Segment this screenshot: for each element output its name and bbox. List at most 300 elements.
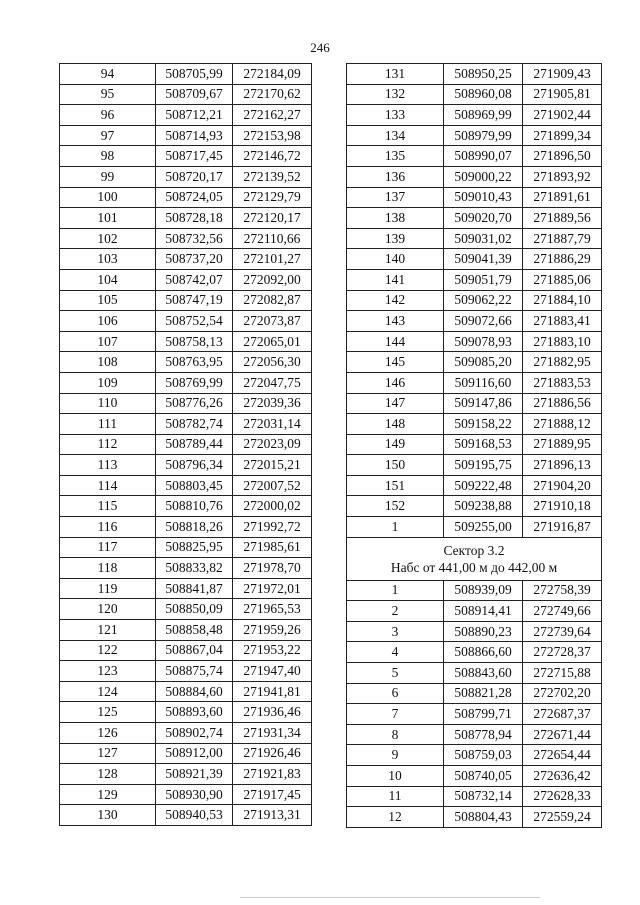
x-coordinate-cell: 508940,53 [156,805,233,826]
point-number-cell: 133 [347,105,444,126]
point-number-cell: 98 [60,146,156,167]
table-row [347,580,602,601]
table-row [60,393,312,414]
table-row [60,187,312,208]
left-table-body [60,64,312,826]
point-number-cell: 117 [60,537,156,558]
x-coordinate-cell: 509031,02 [444,228,523,249]
x-coordinate-cell: 508732,56 [156,228,233,249]
x-coordinate-cell: 508893,60 [156,702,233,723]
point-number-cell: 125 [60,702,156,723]
point-number-cell: 114 [60,475,156,496]
table-row [347,311,602,332]
point-number-cell: 100 [60,187,156,208]
x-coordinate-cell: 509051,79 [444,269,523,290]
y-coordinate-cell: 271902,44 [523,105,602,126]
x-coordinate-cell: 509116,60 [444,372,523,393]
table-row [60,105,312,126]
point-number-cell: 109 [60,372,156,393]
y-coordinate-cell: 271891,61 [523,187,602,208]
point-number-cell: 107 [60,331,156,352]
x-coordinate-cell: 508778,94 [444,724,523,745]
point-number-cell: 130 [60,805,156,826]
page-number: 246 [310,40,330,55]
x-coordinate-cell: 508884,60 [156,681,233,702]
x-coordinate-cell: 508850,09 [156,599,233,620]
y-coordinate-cell: 271883,10 [523,331,602,352]
y-coordinate-cell: 271931,34 [233,723,312,744]
table-row [60,517,312,538]
table-row [60,764,312,785]
x-coordinate-cell: 508782,74 [156,414,233,435]
table-row [60,269,312,290]
point-number-cell: 124 [60,681,156,702]
point-number-cell: 113 [60,455,156,476]
point-number-cell: 129 [60,784,156,805]
y-coordinate-cell: 271888,12 [523,414,602,435]
x-coordinate-cell: 508799,71 [444,704,523,725]
point-number-cell: 151 [347,475,444,496]
y-coordinate-cell: 272110,66 [233,228,312,249]
table-row [347,745,602,766]
x-coordinate-cell: 508789,44 [156,434,233,455]
point-number-cell: 122 [60,640,156,661]
right-table-body-bottom [347,580,602,827]
point-number-cell: 4 [347,642,444,663]
point-number-cell: 134 [347,125,444,146]
y-coordinate-cell: 272162,27 [233,105,312,126]
x-coordinate-cell: 508825,95 [156,537,233,558]
x-coordinate-cell: 508912,00 [156,743,233,764]
x-coordinate-cell: 509168,53 [444,434,523,455]
y-coordinate-cell: 272559,24 [523,807,602,828]
point-number-cell: 6 [347,683,444,704]
point-number-cell: 123 [60,661,156,682]
x-coordinate-cell: 509085,20 [444,352,523,373]
point-number-cell: 150 [347,455,444,476]
x-coordinate-cell: 508728,18 [156,208,233,229]
y-coordinate-cell: 272739,64 [523,621,602,642]
table-row [60,578,312,599]
y-coordinate-cell: 271916,87 [523,517,602,538]
x-coordinate-cell: 508776,26 [156,393,233,414]
y-coordinate-cell: 271921,83 [233,764,312,785]
x-coordinate-cell: 509078,93 [444,331,523,352]
table-row [60,640,312,661]
x-coordinate-cell: 509062,22 [444,290,523,311]
table-row [60,661,312,682]
coordinates-table-right [346,63,602,828]
x-coordinate-cell: 508990,07 [444,146,523,167]
point-number-cell: 110 [60,393,156,414]
x-coordinate-cell: 508758,13 [156,331,233,352]
point-number-cell: 3 [347,621,444,642]
y-coordinate-cell: 271883,41 [523,311,602,332]
y-coordinate-cell: 272065,01 [233,331,312,352]
point-number-cell: 112 [60,434,156,455]
y-coordinate-cell: 272023,09 [233,434,312,455]
y-coordinate-cell: 271889,95 [523,434,602,455]
y-coordinate-cell: 272031,14 [233,414,312,435]
table-row [347,807,602,828]
x-coordinate-cell: 508969,99 [444,105,523,126]
point-number-cell: 111 [60,414,156,435]
x-coordinate-cell: 508890,23 [444,621,523,642]
y-coordinate-cell: 271883,53 [523,372,602,393]
point-number-cell: 5 [347,663,444,684]
point-number-cell: 102 [60,228,156,249]
x-coordinate-cell: 509158,22 [444,414,523,435]
x-coordinate-cell: 508833,82 [156,558,233,579]
x-coordinate-cell: 509010,43 [444,187,523,208]
x-coordinate-cell: 508714,93 [156,125,233,146]
point-number-cell: 140 [347,249,444,270]
y-coordinate-cell: 271953,22 [233,640,312,661]
point-number-cell: 120 [60,599,156,620]
table-row [60,558,312,579]
y-coordinate-cell: 271910,18 [523,496,602,517]
table-row [60,414,312,435]
x-coordinate-cell: 508810,76 [156,496,233,517]
point-number-cell: 10 [347,766,444,787]
y-coordinate-cell: 271889,56 [523,208,602,229]
x-coordinate-cell: 508796,34 [156,455,233,476]
point-number-cell: 7 [347,704,444,725]
table-row [347,517,602,538]
y-coordinate-cell: 271885,06 [523,269,602,290]
point-number-cell: 106 [60,311,156,332]
x-coordinate-cell: 509041,39 [444,249,523,270]
x-coordinate-cell: 509255,00 [444,517,523,538]
x-coordinate-cell: 508858,48 [156,620,233,641]
table-row [347,455,602,476]
table-row [347,601,602,622]
table-row [60,434,312,455]
table-row [347,434,602,455]
table-row [60,702,312,723]
x-coordinate-cell: 508769,99 [156,372,233,393]
point-number-cell: 146 [347,372,444,393]
y-coordinate-cell: 271985,61 [233,537,312,558]
x-coordinate-cell: 508747,19 [156,290,233,311]
y-coordinate-cell: 272039,36 [233,393,312,414]
y-coordinate-cell: 271887,79 [523,228,602,249]
x-coordinate-cell: 508724,05 [156,187,233,208]
point-number-cell: 126 [60,723,156,744]
x-coordinate-cell: 509222,48 [444,475,523,496]
x-coordinate-cell: 508740,05 [444,766,523,787]
y-coordinate-cell: 271905,81 [523,84,602,105]
table-row [60,84,312,105]
table-row [347,125,602,146]
table-row [347,84,602,105]
table-row [347,290,602,311]
x-coordinate-cell: 508950,25 [444,64,523,85]
table-row [347,105,602,126]
x-coordinate-cell: 509020,70 [444,208,523,229]
x-coordinate-cell: 508875,74 [156,661,233,682]
y-coordinate-cell: 272728,37 [523,642,602,663]
table-row [347,475,602,496]
point-number-cell: 12 [347,807,444,828]
y-coordinate-cell: 272702,20 [523,683,602,704]
point-number-cell: 118 [60,558,156,579]
y-coordinate-cell: 271972,01 [233,578,312,599]
y-coordinate-cell: 272101,27 [233,249,312,270]
point-number-cell: 148 [347,414,444,435]
point-number-cell: 96 [60,105,156,126]
point-number-cell: 108 [60,352,156,373]
table-row [60,743,312,764]
point-number-cell: 119 [60,578,156,599]
x-coordinate-cell: 508818,26 [156,517,233,538]
y-coordinate-cell: 271882,95 [523,352,602,373]
point-number-cell: 138 [347,208,444,229]
table-row [347,208,602,229]
y-coordinate-cell: 271904,20 [523,475,602,496]
table-row [347,786,602,807]
table-row [60,723,312,744]
table-row [347,249,602,270]
y-coordinate-cell: 271886,29 [523,249,602,270]
table-row [60,64,312,85]
point-number-cell: 131 [347,64,444,85]
point-number-cell: 144 [347,331,444,352]
table-row [347,228,602,249]
sector-header-row [347,537,602,580]
table-row [60,125,312,146]
y-coordinate-cell: 272139,52 [233,166,312,187]
point-number-cell: 121 [60,620,156,641]
point-number-cell: 147 [347,393,444,414]
point-number-cell: 143 [347,311,444,332]
y-coordinate-cell: 271884,10 [523,290,602,311]
table-row [347,496,602,517]
table-row [347,187,602,208]
point-number-cell: 8 [347,724,444,745]
point-number-cell: 104 [60,269,156,290]
y-coordinate-cell: 272153,98 [233,125,312,146]
point-number-cell: 142 [347,290,444,311]
x-coordinate-cell: 508752,54 [156,311,233,332]
table-row [60,311,312,332]
x-coordinate-cell: 509195,75 [444,455,523,476]
y-coordinate-cell: 271965,53 [233,599,312,620]
y-coordinate-cell: 271959,26 [233,620,312,641]
x-coordinate-cell: 509000,22 [444,166,523,187]
point-number-cell: 1 [347,517,444,538]
x-coordinate-cell: 508804,43 [444,807,523,828]
table-row [60,805,312,826]
y-coordinate-cell: 272129,79 [233,187,312,208]
point-number-cell: 116 [60,517,156,538]
x-coordinate-cell: 508821,28 [444,683,523,704]
point-number-cell: 2 [347,601,444,622]
table-row [60,455,312,476]
y-coordinate-cell: 271893,92 [523,166,602,187]
point-number-cell: 135 [347,146,444,167]
table-row [347,766,602,787]
y-coordinate-cell: 271992,72 [233,517,312,538]
y-coordinate-cell: 271886,56 [523,393,602,414]
table-row [347,269,602,290]
table-row [60,146,312,167]
table-row [347,414,602,435]
table-row [60,208,312,229]
x-coordinate-cell: 508841,87 [156,578,233,599]
x-coordinate-cell: 508709,67 [156,84,233,105]
x-coordinate-cell: 508712,21 [156,105,233,126]
table-row [60,681,312,702]
coordinates-table-left [59,63,312,826]
point-number-cell: 149 [347,434,444,455]
y-coordinate-cell: 271978,70 [233,558,312,579]
point-number-cell: 101 [60,208,156,229]
table-row [347,683,602,704]
y-coordinate-cell: 271896,13 [523,455,602,476]
table-row [60,228,312,249]
point-number-cell: 136 [347,166,444,187]
y-coordinate-cell: 271947,40 [233,661,312,682]
x-coordinate-cell: 509147,86 [444,393,523,414]
x-coordinate-cell: 508902,74 [156,723,233,744]
table-row [60,249,312,270]
x-coordinate-cell: 508843,60 [444,663,523,684]
scan-edge-mark [240,897,540,898]
table-row [60,372,312,393]
y-coordinate-cell: 271896,50 [523,146,602,167]
x-coordinate-cell: 508763,95 [156,352,233,373]
y-coordinate-cell: 272628,33 [523,786,602,807]
point-number-cell: 132 [347,84,444,105]
y-coordinate-cell: 272007,52 [233,475,312,496]
y-coordinate-cell: 271909,43 [523,64,602,85]
y-coordinate-cell: 272146,72 [233,146,312,167]
right-table-body-top [347,64,602,538]
point-number-cell: 11 [347,786,444,807]
y-coordinate-cell: 272749,66 [523,601,602,622]
x-coordinate-cell: 508960,08 [444,84,523,105]
y-coordinate-cell: 272636,42 [523,766,602,787]
x-coordinate-cell: 508742,07 [156,269,233,290]
point-number-cell: 1 [347,580,444,601]
table-row [347,64,602,85]
x-coordinate-cell: 508867,04 [156,640,233,661]
sector-subtitle: Набс от 441,00 м до 442,00 м [390,559,558,575]
table-row [60,352,312,373]
point-number-cell: 115 [60,496,156,517]
table-row [60,620,312,641]
y-coordinate-cell: 272687,37 [523,704,602,725]
table-row [60,475,312,496]
x-coordinate-cell: 509072,66 [444,311,523,332]
x-coordinate-cell: 508803,45 [156,475,233,496]
point-number-cell: 99 [60,166,156,187]
point-number-cell: 9 [347,745,444,766]
table-row [60,290,312,311]
x-coordinate-cell: 508921,39 [156,764,233,785]
table-row [347,642,602,663]
sector-header-group [347,537,602,580]
x-coordinate-cell: 508705,99 [156,64,233,85]
x-coordinate-cell: 508939,09 [444,580,523,601]
x-coordinate-cell: 509238,88 [444,496,523,517]
x-coordinate-cell: 508866,60 [444,642,523,663]
table-row [60,331,312,352]
y-coordinate-cell: 272715,88 [523,663,602,684]
point-number-cell: 137 [347,187,444,208]
x-coordinate-cell: 508717,45 [156,146,233,167]
y-coordinate-cell: 272758,39 [523,580,602,601]
point-number-cell: 103 [60,249,156,270]
table-row [347,331,602,352]
y-coordinate-cell: 272073,87 [233,311,312,332]
table-row [60,599,312,620]
y-coordinate-cell: 272184,09 [233,64,312,85]
point-number-cell: 145 [347,352,444,373]
point-number-cell: 105 [60,290,156,311]
point-number-cell: 127 [60,743,156,764]
x-coordinate-cell: 508720,17 [156,166,233,187]
y-coordinate-cell: 272671,44 [523,724,602,745]
point-number-cell: 95 [60,84,156,105]
table-row [347,621,602,642]
y-coordinate-cell: 271941,81 [233,681,312,702]
x-coordinate-cell: 508979,99 [444,125,523,146]
y-coordinate-cell: 272000,02 [233,496,312,517]
table-row [347,352,602,373]
y-coordinate-cell: 271926,46 [233,743,312,764]
sector-title: Сектор 3.2 [443,542,505,558]
table-row [347,724,602,745]
y-coordinate-cell: 271936,46 [233,702,312,723]
sector-header-cell [347,537,602,580]
table-row [347,166,602,187]
y-coordinate-cell: 272120,17 [233,208,312,229]
y-coordinate-cell: 271913,31 [233,805,312,826]
point-number-cell: 97 [60,125,156,146]
point-number-cell: 141 [347,269,444,290]
table-row [347,393,602,414]
x-coordinate-cell: 508737,20 [156,249,233,270]
y-coordinate-cell: 271917,45 [233,784,312,805]
x-coordinate-cell: 508914,41 [444,601,523,622]
table-row [347,146,602,167]
y-coordinate-cell: 272654,44 [523,745,602,766]
table-row [60,166,312,187]
y-coordinate-cell: 272047,75 [233,372,312,393]
table-row [60,496,312,517]
y-coordinate-cell: 272056,30 [233,352,312,373]
x-coordinate-cell: 508759,03 [444,745,523,766]
y-coordinate-cell: 272170,62 [233,84,312,105]
x-coordinate-cell: 508930,90 [156,784,233,805]
x-coordinate-cell: 508732,14 [444,786,523,807]
y-coordinate-cell: 271899,34 [523,125,602,146]
table-row [347,372,602,393]
table-row [60,537,312,558]
table-row [347,704,602,725]
y-coordinate-cell: 272092,00 [233,269,312,290]
table-row [347,663,602,684]
point-number-cell: 94 [60,64,156,85]
point-number-cell: 139 [347,228,444,249]
y-coordinate-cell: 272015,21 [233,455,312,476]
y-coordinate-cell: 272082,87 [233,290,312,311]
point-number-cell: 128 [60,764,156,785]
table-row [60,784,312,805]
point-number-cell: 152 [347,496,444,517]
